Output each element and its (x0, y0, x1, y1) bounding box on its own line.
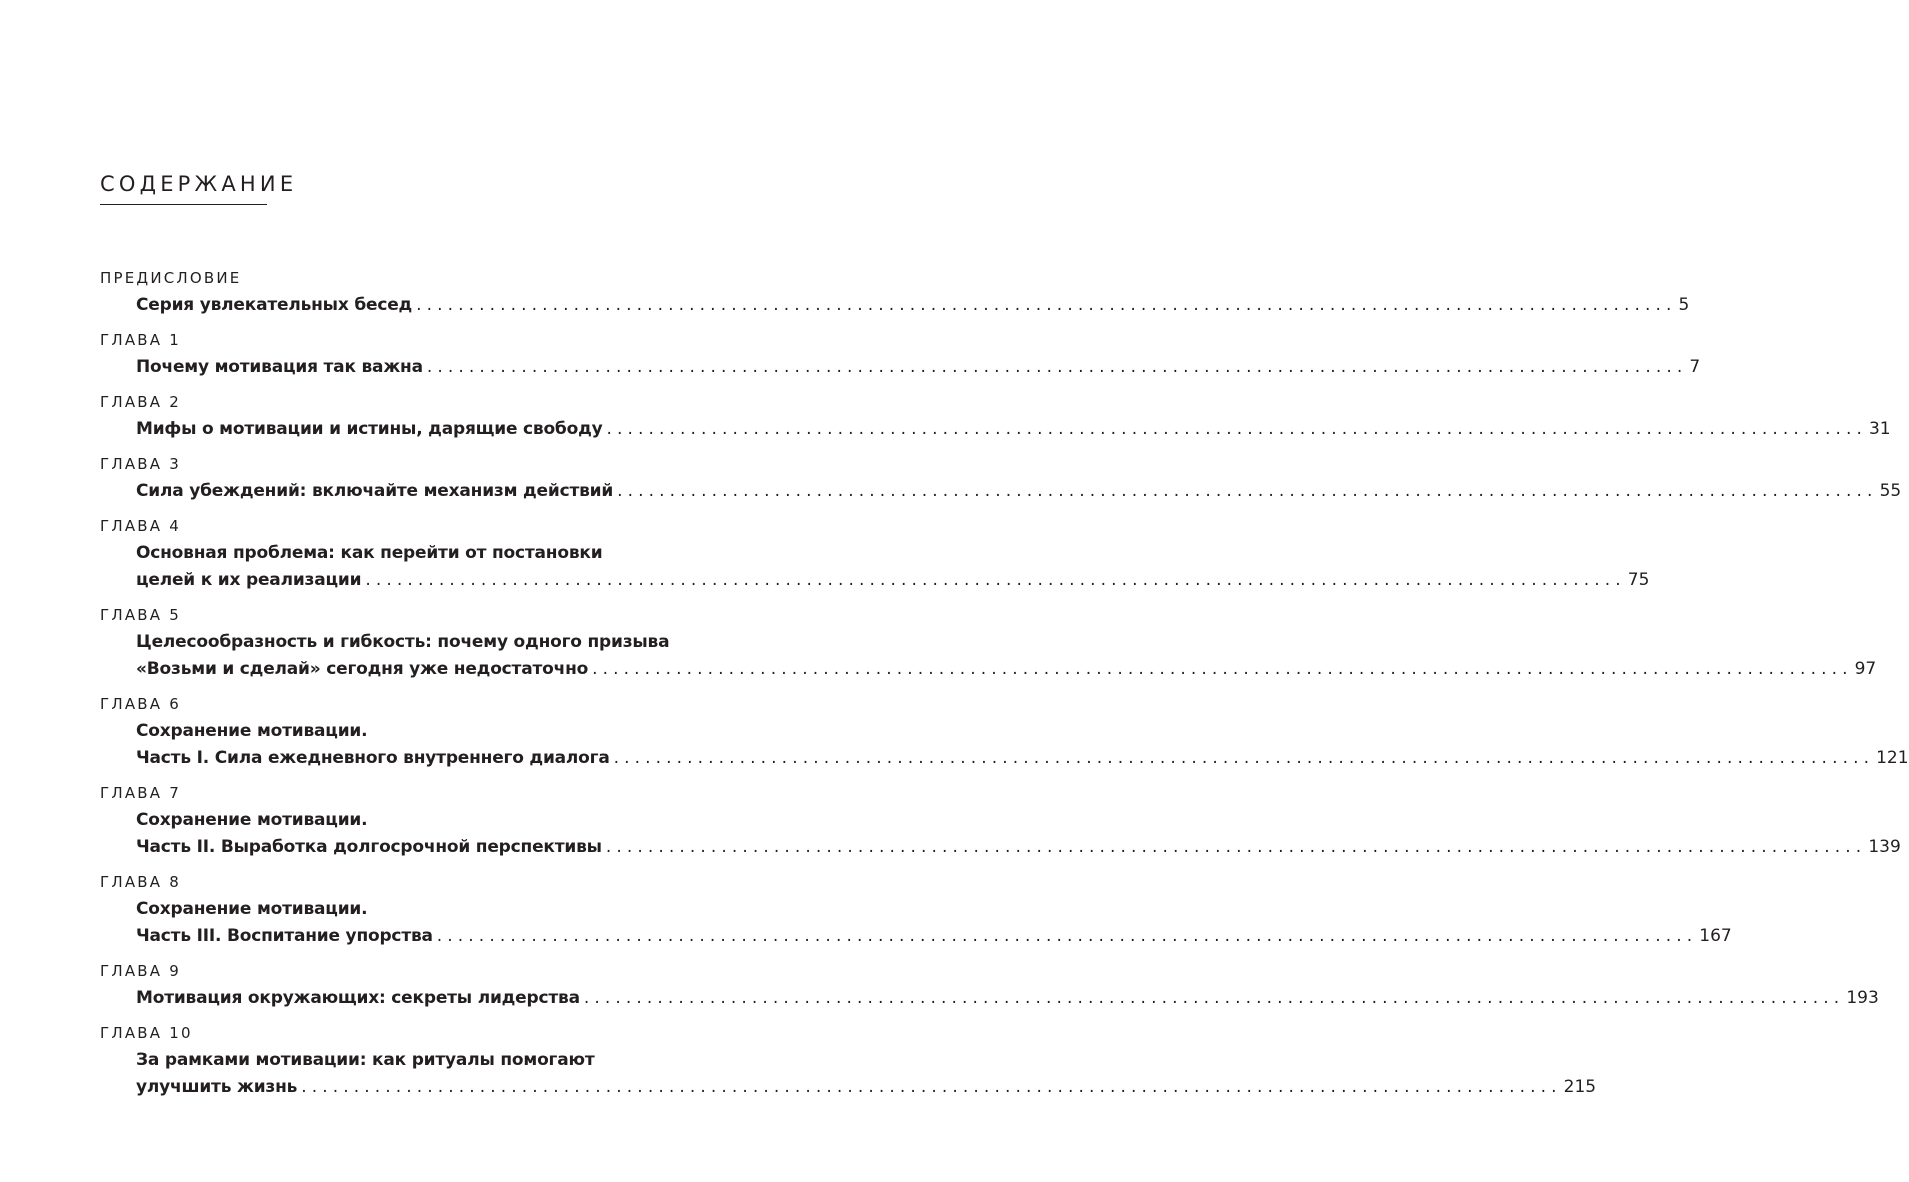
chapter-title-final-line (136, 567, 1650, 594)
chapter-title-block (136, 629, 1877, 683)
chapter-title-block (136, 985, 1879, 1012)
chapter-label: ГЛАВА 6 (100, 695, 181, 713)
dot-leader: ........................................................................................................................ (606, 419, 1867, 439)
dot-leader: ........................................................................................................................ (613, 748, 1875, 768)
page-number: 167 (1699, 926, 1732, 946)
dot-leader: ........................................................................................................................ (426, 357, 1688, 377)
chapter-title-line: Сохранение мотивации. (136, 899, 368, 919)
chapter-title-block (136, 416, 1891, 443)
chapter-title-line: За рамками мотивации: как ритуалы помогают (136, 1050, 595, 1070)
chapter-label: ГЛАВА 3 (100, 455, 181, 473)
chapter-title-text: Мотивация окружающих: секреты лидерства (136, 988, 580, 1008)
chapter-label: ГЛАВА 9 (100, 962, 181, 980)
chapter-title-text: Часть II. Выработка долгосрочной перспективы (136, 837, 602, 857)
chapter-title-line: Сохранение мотивации. (136, 810, 368, 830)
chapter-title-text: Сила убеждений: включайте механизм действий (136, 481, 614, 501)
entry-spacer (100, 1012, 727, 1019)
toc-entry (100, 1019, 1597, 1101)
chapter-title-text: Серия увлекательных бесед (136, 295, 413, 315)
toc-entry (100, 868, 1732, 957)
toc-entry (100, 690, 1909, 779)
chapter-title-text: «Возьми и сделай» сегодня уже недостаточно (136, 659, 589, 679)
entry-spacer (100, 594, 727, 601)
chapter-title-block (136, 1047, 1597, 1101)
chapter-label: ГЛАВА 4 (100, 517, 181, 535)
chapter-title-block (136, 540, 1650, 594)
chapter-title-block (136, 718, 1909, 772)
chapter-title-final-line (136, 1074, 1597, 1101)
dot-leader: ........................................................................................................................ (605, 837, 1867, 857)
chapter-title-text: Часть III. Воспитание упорства (136, 926, 433, 946)
dot-leader: ........................................................................................................................ (436, 926, 1698, 946)
page-number: 75 (1627, 570, 1650, 590)
chapter-title-final-line (136, 292, 1690, 319)
chapter-label: ГЛАВА 1 (100, 331, 181, 349)
toc-entry (100, 601, 1877, 690)
chapter-title-final-line (136, 923, 1732, 950)
page-number: 139 (1868, 837, 1901, 857)
chapter-title-final-line (136, 354, 1701, 381)
toc-entry (100, 450, 1902, 512)
chapter-label: ГЛАВА 2 (100, 393, 181, 411)
chapter-title-block (136, 292, 1690, 319)
page-number: 55 (1879, 481, 1902, 501)
entry-spacer (100, 443, 727, 450)
page-number: 31 (1868, 419, 1891, 439)
chapter-label: ГЛАВА 5 (100, 606, 181, 624)
chapter-title-line: Основная проблема: как перейти от постановки (136, 543, 603, 563)
page-number: 7 (1689, 357, 1701, 377)
chapter-title-final-line (136, 985, 1879, 1012)
chapter-title-text: Почему мотивация так важна (136, 357, 423, 377)
chapter-title-text: улучшить жизнь (136, 1077, 298, 1097)
toc-entry (100, 264, 1690, 326)
page-number: 5 (1678, 295, 1690, 315)
toc-entry (100, 326, 1701, 388)
entry-spacer (100, 772, 727, 779)
chapter-label: ПРЕДИСЛОВИЕ (100, 269, 242, 287)
dot-leader: ........................................................................................................................ (365, 570, 1626, 590)
chapter-label: ГЛАВА 8 (100, 873, 181, 891)
chapter-title-block (136, 896, 1732, 950)
dot-leader: ........................................................................................................................ (301, 1077, 1562, 1097)
entry-spacer (100, 683, 727, 690)
chapter-title-text: Мифы о мотивации и истины, дарящие свободу (136, 419, 603, 439)
dot-leader: ........................................................................................................................ (617, 481, 1878, 501)
page-number: 215 (1563, 1077, 1597, 1097)
toc-entry (100, 512, 1650, 601)
chapter-label: ГЛАВА 7 (100, 784, 181, 802)
page-number: 193 (1846, 988, 1879, 1008)
toc-title-underline (100, 204, 267, 205)
chapter-title-text: целей к их реализации (136, 570, 362, 590)
entry-spacer (100, 319, 727, 326)
chapter-title-final-line (136, 745, 1909, 772)
toc-entry (100, 957, 1879, 1019)
toc-title: СОДЕРЖАНИЕ (100, 172, 298, 196)
chapter-title-final-line (136, 478, 1902, 505)
chapter-title-line: Целесообразность и гибкость: почему одного призыва (136, 632, 670, 652)
toc-entries (100, 264, 1909, 1101)
chapter-title-final-line (136, 656, 1877, 683)
chapter-title-block (136, 354, 1701, 381)
page-number: 97 (1854, 659, 1877, 679)
chapter-title-final-line (136, 834, 1901, 861)
entry-spacer (100, 950, 727, 957)
page-number: 121 (1876, 748, 1909, 768)
entry-spacer (100, 861, 727, 868)
chapter-title-line: Сохранение мотивации. (136, 721, 368, 741)
toc-entry (100, 388, 1891, 450)
toc-entry (100, 779, 1901, 868)
dot-leader: ........................................................................................................................ (592, 659, 1853, 679)
chapter-title-text: Часть I. Сила ежедневного внутреннего диалога (136, 748, 610, 768)
chapter-title-block (136, 807, 1901, 861)
entry-spacer (100, 505, 727, 512)
entry-spacer (100, 381, 727, 388)
chapter-label: ГЛАВА 10 (100, 1024, 193, 1042)
dot-leader: ........................................................................................................................ (416, 295, 1677, 315)
dot-leader: ........................................................................................................................ (583, 988, 1845, 1008)
chapter-title-final-line (136, 416, 1891, 443)
chapter-title-block (136, 478, 1902, 505)
